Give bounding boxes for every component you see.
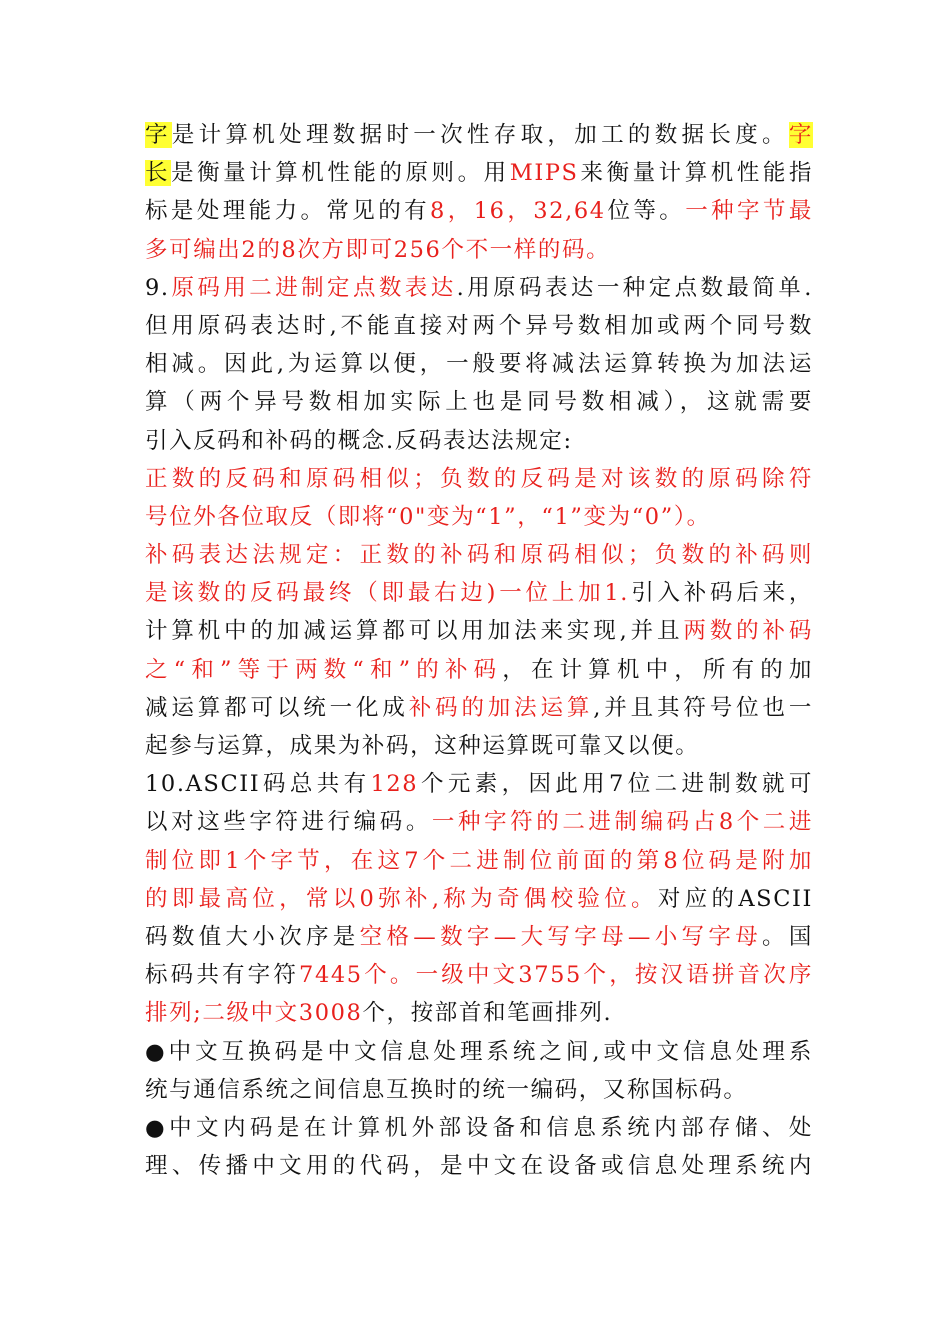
text-run: 字: [788, 122, 813, 148]
text-line: [145, 1071, 813, 1109]
text-run: 的即最高位，常以0弥补,称为奇偶校验位。: [145, 885, 658, 912]
text-run: 减运算都可以统一化成: [145, 694, 409, 721]
text-run: 是衡量计算机性能的原则。用: [171, 160, 510, 187]
text-run: 补码的加法运算: [408, 694, 594, 721]
text-run: MIPS: [509, 160, 579, 187]
text-line: [145, 574, 813, 612]
text-run: 来衡量计算机性能指: [578, 160, 814, 187]
text-run: 一种字节最: [685, 198, 813, 225]
text-line: [145, 1147, 813, 1185]
text-line: [145, 192, 813, 230]
text-line: [145, 422, 813, 460]
text-run: 个，按部首和笔画排列.: [362, 1000, 613, 1027]
text-run: 理、传播中文用的代码，是中文在设备或信息处理系统内: [145, 1153, 813, 1180]
text-run: .用原码表达一种定点数最简单.: [456, 274, 813, 301]
text-run: 中文内码是在计算机外部设备和信息系统内部存储、处: [169, 1114, 814, 1141]
text-line: [145, 651, 813, 689]
text-run: 排列;二级中文3008: [145, 1000, 363, 1027]
text-line: [145, 880, 813, 918]
text-run: 个元素，因此用7位二进制数就可: [418, 771, 813, 798]
text-run: 标码共有字符: [145, 962, 300, 989]
text-line: [145, 269, 813, 307]
text-run: 原码用二进制定点数表达: [169, 274, 457, 301]
text-run: 以对这些字符进行编码。: [145, 809, 432, 836]
bullet-icon: ●: [145, 1114, 170, 1141]
text-run: 对应的ASCII: [657, 885, 813, 912]
text-line: [145, 498, 813, 536]
text-line: [145, 994, 813, 1032]
text-line: [145, 803, 813, 841]
text-line: [145, 460, 813, 498]
text-line: [145, 231, 813, 269]
text-run: 算（两个异号数相加实际上也是同号数相减），这就需要: [145, 389, 813, 416]
text-run: 但用原码表达时,不能直接对两个异号数相加或两个同号数: [145, 312, 813, 339]
text-run: 128: [370, 771, 419, 798]
text-run: 。国: [762, 923, 813, 950]
text-line: [145, 383, 813, 421]
text-run: 位等。: [605, 198, 686, 225]
text-run: 长: [145, 160, 172, 187]
text-run: 7445个。一级中文3755个，按汉语拼音次序: [299, 962, 813, 989]
text-run: 计算机中的加减运算都可以用加法来实现,并且: [145, 618, 684, 645]
text-line: [145, 536, 813, 574]
text-run: 号位外各位取反（即将“0"变为“1”，“1”变为“0”）。: [145, 503, 711, 530]
text-line: [145, 307, 813, 345]
text-run: 之“和”等于两数“和”的补码: [145, 656, 503, 683]
text-run: 是计算机处理数据时一次性存取，加工的数据长度。: [171, 122, 789, 148]
text-line: [145, 1109, 813, 1147]
text-run: 相减。因此,为运算以便，一般要将减法运算转换为加法运: [145, 351, 813, 378]
text-line: [145, 1033, 813, 1071]
text-run: 字: [145, 122, 172, 148]
text-run: 空格—数字—大写字母—小写字母: [359, 923, 763, 950]
text-run: 引入补码后来，: [629, 580, 814, 607]
text-line: [145, 727, 813, 765]
text-run: 一种字符的二进制编码占8个二进: [431, 809, 813, 836]
text-run: 两数的补码: [683, 618, 813, 645]
text-run: 中文互换码是中文信息处理系统之间,或中文信息处理系: [168, 1038, 814, 1065]
text-run: 标是处理能力。常见的有: [145, 198, 431, 225]
document-body: [145, 116, 813, 1185]
text-run: ,并且其符号位也一: [593, 694, 813, 721]
text-run: 引入反码和补码的概念.反码表达法规定:: [145, 427, 573, 454]
text-run: 9.: [145, 274, 170, 301]
text-line: [145, 116, 813, 154]
text-line: [145, 918, 813, 956]
text-line: [145, 842, 813, 880]
text-run: 10.ASCII码总共有: [145, 771, 371, 798]
text-run: 统与通信系统之间信息互换时的统一编码，又称国标码。: [145, 1076, 748, 1103]
text-run: 8，16，32,64: [430, 198, 606, 225]
bullet-icon: ●: [145, 1038, 169, 1065]
text-line: [145, 689, 813, 727]
text-run: 多可编出2的8次方即可256个不一样的码。: [145, 236, 611, 263]
text-line: [145, 765, 813, 803]
text-line: [145, 154, 813, 192]
text-run: 补码表达法规定：正数的补码和原码相似；负数的补码则: [145, 542, 813, 569]
text-line: [145, 345, 813, 383]
text-run: 正数的反码和原码相似；负数的反码是对该数的原码除符: [145, 465, 813, 492]
text-run: ，在计算机中，所有的加: [502, 656, 813, 683]
text-line: [145, 956, 813, 994]
text-run: 是该数的反码最终（即最右边)一位上加1.: [145, 580, 630, 607]
text-run: 码数值大小次序是: [145, 923, 360, 950]
text-run: 起参与运算，成果为补码，这种运算既可靠又以便。: [145, 733, 700, 759]
text-run: 制位即1个字节，在这7个二进制位前面的第8位码是附加: [145, 847, 813, 874]
text-line: [145, 612, 813, 650]
